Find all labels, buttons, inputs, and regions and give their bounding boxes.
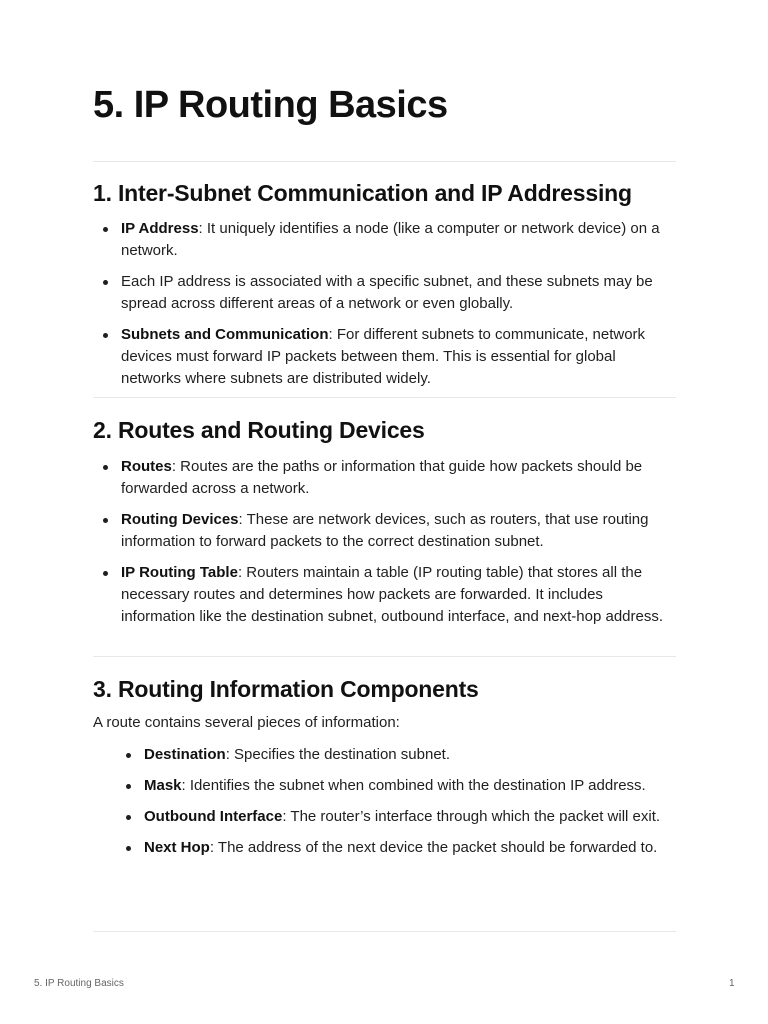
item-term: IP Routing Table <box>121 564 238 581</box>
page-title: 5. IP Routing Basics <box>93 84 448 126</box>
item-text: : The router’s interface through which the packet will exit. <box>282 808 661 825</box>
item-text: : Routes are the paths or information that guide how packets should be forwarded across a network. <box>121 458 643 497</box>
item-term: Routes <box>121 458 172 475</box>
section-3-intro: A route contains several pieces of information: <box>93 714 400 731</box>
divider <box>93 931 676 932</box>
section-heading-3: 3. Routing Information Components <box>93 676 479 702</box>
list-item <box>93 456 676 500</box>
divider <box>93 397 676 398</box>
item-text: : The address of the next device the packet should be forwarded to. <box>209 839 658 856</box>
footer-title: 5. IP Routing Basics <box>34 978 124 989</box>
item-text: Each IP address is associated with a specific subnet, and these subnets may be spread across different areas of a network or even globally. <box>121 273 653 312</box>
item-text: : It uniquely identifies a node (like a computer or network device) on a network. <box>121 220 660 259</box>
item-term: Next Hop <box>144 839 210 856</box>
list-item <box>93 271 676 315</box>
item-term: Outbound Interface <box>144 808 283 825</box>
list-item <box>93 218 676 262</box>
list-item <box>93 775 676 797</box>
item-term: Subnets and Communication <box>121 326 329 343</box>
list-item <box>93 744 676 766</box>
list-item <box>93 806 676 828</box>
list-item <box>93 562 676 628</box>
item-term: Mask <box>144 777 182 794</box>
item-text: : Routers maintain a table (IP routing table) that stores all the necessary routes and determines how packets are forwarded. It includes information like the destination subnet, outbound interface, and next-hop address. <box>121 564 664 625</box>
list-item <box>93 837 676 859</box>
item-term: Routing Devices <box>121 511 239 528</box>
section-2-list <box>93 456 676 637</box>
list-item <box>93 324 676 390</box>
section-1-list <box>93 218 676 399</box>
section-heading-2: 2. Routes and Routing Devices <box>93 417 425 443</box>
item-text: : These are network devices, such as routers, that use routing information to forward packets to the correct destination subnet. <box>121 511 649 550</box>
item-term: Destination <box>144 746 226 763</box>
section-3-list <box>93 744 676 868</box>
list-item <box>93 509 676 553</box>
item-text: : Specifies the destination subnet. <box>225 746 450 763</box>
item-text: : For different subnets to communicate, network devices must forward IP packets between them. This is essential for global networks where subnets are distributed widely. <box>121 326 646 387</box>
item-text: : Identifies the subnet when combined with the destination IP address. <box>181 777 646 794</box>
page-number: 1 <box>729 978 735 989</box>
divider <box>93 161 676 162</box>
section-heading-1: 1. Inter-Subnet Communication and IP Addressing <box>93 180 632 206</box>
divider <box>93 656 676 657</box>
item-term: IP Address <box>121 220 199 237</box>
